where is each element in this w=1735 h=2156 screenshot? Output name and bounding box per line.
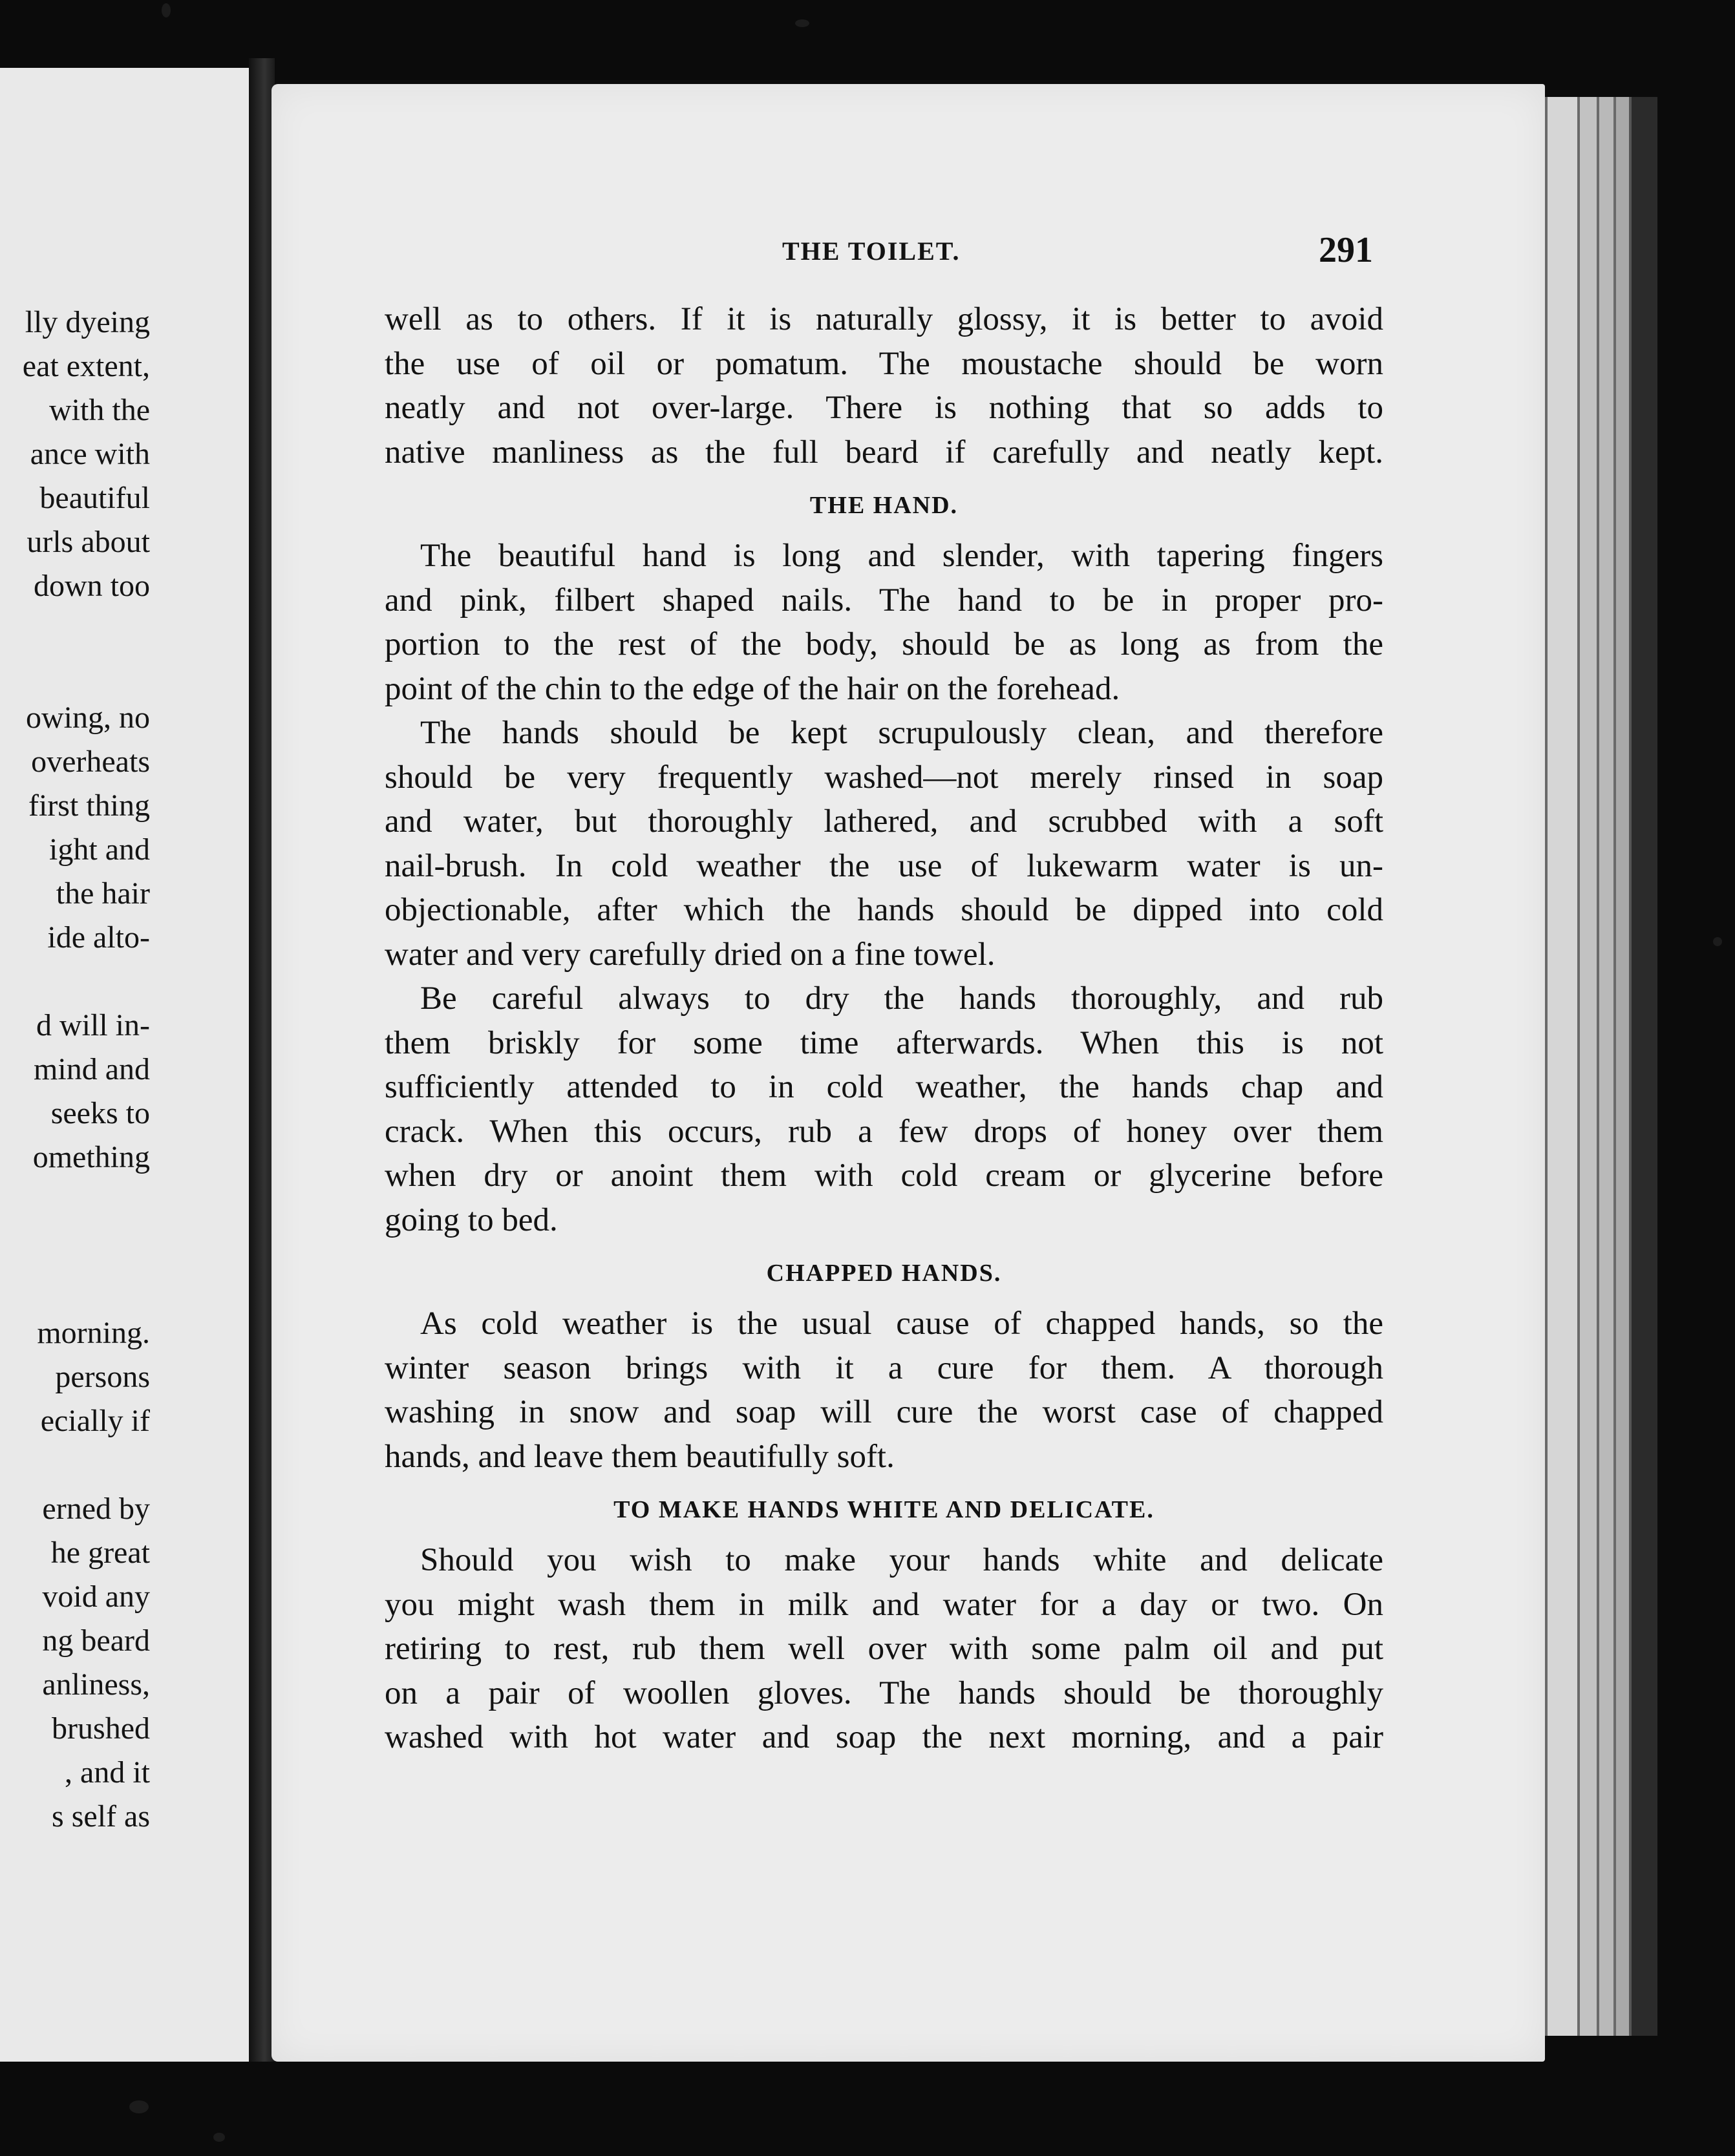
- text-line: sufficiently attended to in cold weather, the hands chap and: [385, 1069, 1383, 1105]
- text-line: going to bed.: [385, 1201, 558, 1238]
- previous-page-line: persons: [55, 1360, 150, 1394]
- text-line: portion to the rest of the body, should be as long as from the: [385, 626, 1383, 662]
- text-line: native manliness as the full beard if carefully and neatly kept.: [385, 434, 1383, 470]
- scan-speck: [1713, 937, 1722, 946]
- paragraph-hand-1: [385, 534, 1383, 711]
- text-line: nail-brush. In cold weather the use of lukewarm water is un-: [385, 847, 1383, 884]
- previous-page-line: mind and: [34, 1052, 150, 1086]
- previous-page-line: ide alto-: [47, 920, 150, 955]
- book-gutter: [249, 58, 275, 2062]
- text-line: well as to others. If it is naturally glossy, it is better to avoid: [385, 301, 1383, 337]
- previous-page-line: s self as: [52, 1799, 150, 1834]
- previous-page-line: [0, 1443, 150, 1487]
- previous-page-line: the hair: [56, 876, 150, 911]
- text-line: the use of oil or pomatum. The moustache should be worn: [385, 345, 1383, 382]
- text-line: washing in snow and soap will cure the worst case of chapped: [385, 1394, 1383, 1430]
- previous-page-line: [0, 652, 150, 696]
- page-edge-strip: [1577, 97, 1599, 2036]
- text-line: when dry or anoint them with cold cream or glycerine before: [385, 1157, 1383, 1194]
- section-heading-the-hand: THE HAND.: [809, 492, 959, 519]
- book-cover-edge: [1629, 97, 1657, 2036]
- scan-speck: [795, 19, 809, 27]
- paragraph-chapped: [385, 1302, 1383, 1479]
- page-number: 291: [1319, 230, 1373, 270]
- previous-page-text: [0, 301, 150, 1839]
- text-line: and water, but thoroughly lathered, and scrubbed with a soft: [385, 803, 1383, 840]
- text-line: retiring to rest, rub them well over with some palm oil and put: [385, 1631, 1383, 1667]
- previous-page-fragment: [0, 68, 254, 2062]
- previous-page-line: first thing: [28, 788, 150, 823]
- previous-page-line: with the: [49, 393, 150, 427]
- text-line: point of the chin to the edge of the hair on the forehead.: [385, 670, 1120, 707]
- text-line: crack. When this occurs, rub a few drops of honey over them: [385, 1113, 1383, 1150]
- paragraph-hand-2: [385, 711, 1383, 977]
- previous-page-line: ance with: [30, 437, 150, 471]
- scan-speck: [213, 2133, 225, 2142]
- previous-page-line: overheats: [31, 745, 150, 779]
- paragraph-white: [385, 1538, 1383, 1760]
- previous-page-line: erned by: [42, 1492, 150, 1526]
- previous-page-line: [0, 1223, 150, 1267]
- scan-speck: [129, 2100, 149, 2113]
- running-head: [271, 230, 1393, 281]
- previous-page-line: , and it: [65, 1755, 150, 1790]
- text-line: them briskly for some time afterwards. When this is not: [385, 1024, 1383, 1061]
- previous-page-line: morning.: [37, 1316, 150, 1350]
- opening-paragraph: [385, 297, 1383, 474]
- previous-page-line: [0, 1179, 150, 1223]
- previous-page-line: ecially if: [40, 1404, 150, 1438]
- text-line: washed with hot water and soap the next morning, and a pair: [385, 1719, 1383, 1755]
- previous-page-line: ng beard: [42, 1623, 150, 1658]
- text-line: objectionable, after which the hands should be dipped into cold: [385, 892, 1383, 928]
- text-line: hands, and leave them beautifully soft.: [385, 1438, 895, 1475]
- previous-page-line: down too: [34, 569, 150, 603]
- previous-page-line: omething: [32, 1140, 150, 1174]
- previous-page-line: urls about: [27, 525, 150, 559]
- text-line: you might wash them in milk and water for a day or two. On: [385, 1586, 1383, 1623]
- scan-speck: [162, 3, 171, 17]
- previous-page-line: [0, 960, 150, 1004]
- previous-page-line: lly dyeing: [25, 305, 150, 339]
- previous-page-line: beautiful: [39, 481, 150, 515]
- previous-page-line: d will in-: [36, 1008, 150, 1042]
- text-line: Should you wish to make your hands white and delicate: [420, 1542, 1383, 1578]
- previous-page-line: void any: [42, 1580, 150, 1614]
- previous-page-line: ight and: [49, 832, 150, 867]
- section-heading-chapped-hands: CHAPPED HANDS.: [766, 1260, 1002, 1287]
- paragraph-hand-3: [385, 977, 1383, 1242]
- text-line: The hands should be kept scrupulously clean, and therefore: [420, 715, 1383, 751]
- text-line: neatly and not over-large. There is nothing that so adds to: [385, 390, 1383, 426]
- previous-page-line: owing, no: [26, 701, 150, 735]
- page-291: [271, 84, 1545, 2062]
- text-line: should be very frequently washed—not merely rinsed in soap: [385, 759, 1383, 796]
- text-line: As cold weather is the usual cause of chapped hands, so the: [420, 1305, 1383, 1342]
- page-edge-strip: [1545, 97, 1580, 2036]
- previous-page-line: brushed: [52, 1711, 150, 1746]
- text-line: The beautiful hand is long and slender, with tapering fingers: [420, 538, 1383, 574]
- text-line: on a pair of woollen gloves. The hands should be thoroughly: [385, 1675, 1383, 1711]
- running-title: THE TOILET.: [782, 237, 961, 266]
- previous-page-line: [0, 1267, 150, 1311]
- text-line: Be careful always to dry the hands thoroughly, and rub: [420, 980, 1383, 1017]
- text-line: and pink, filbert shaped nails. The hand to be in proper pro-: [385, 582, 1383, 618]
- page-body: [385, 297, 1383, 1760]
- previous-page-line: seeks to: [50, 1096, 150, 1130]
- text-line: water and very carefully dried on a fine towel.: [385, 936, 995, 973]
- previous-page-line: anliness,: [42, 1667, 150, 1702]
- previous-page-line: eat extent,: [22, 349, 150, 383]
- previous-page-line: he great: [50, 1536, 150, 1570]
- section-heading-white-hands: TO MAKE HANDS WHITE AND DELICATE.: [613, 1496, 1155, 1523]
- text-line: winter season brings with it a cure for them. A thorough: [385, 1349, 1383, 1386]
- previous-page-line: [0, 608, 150, 652]
